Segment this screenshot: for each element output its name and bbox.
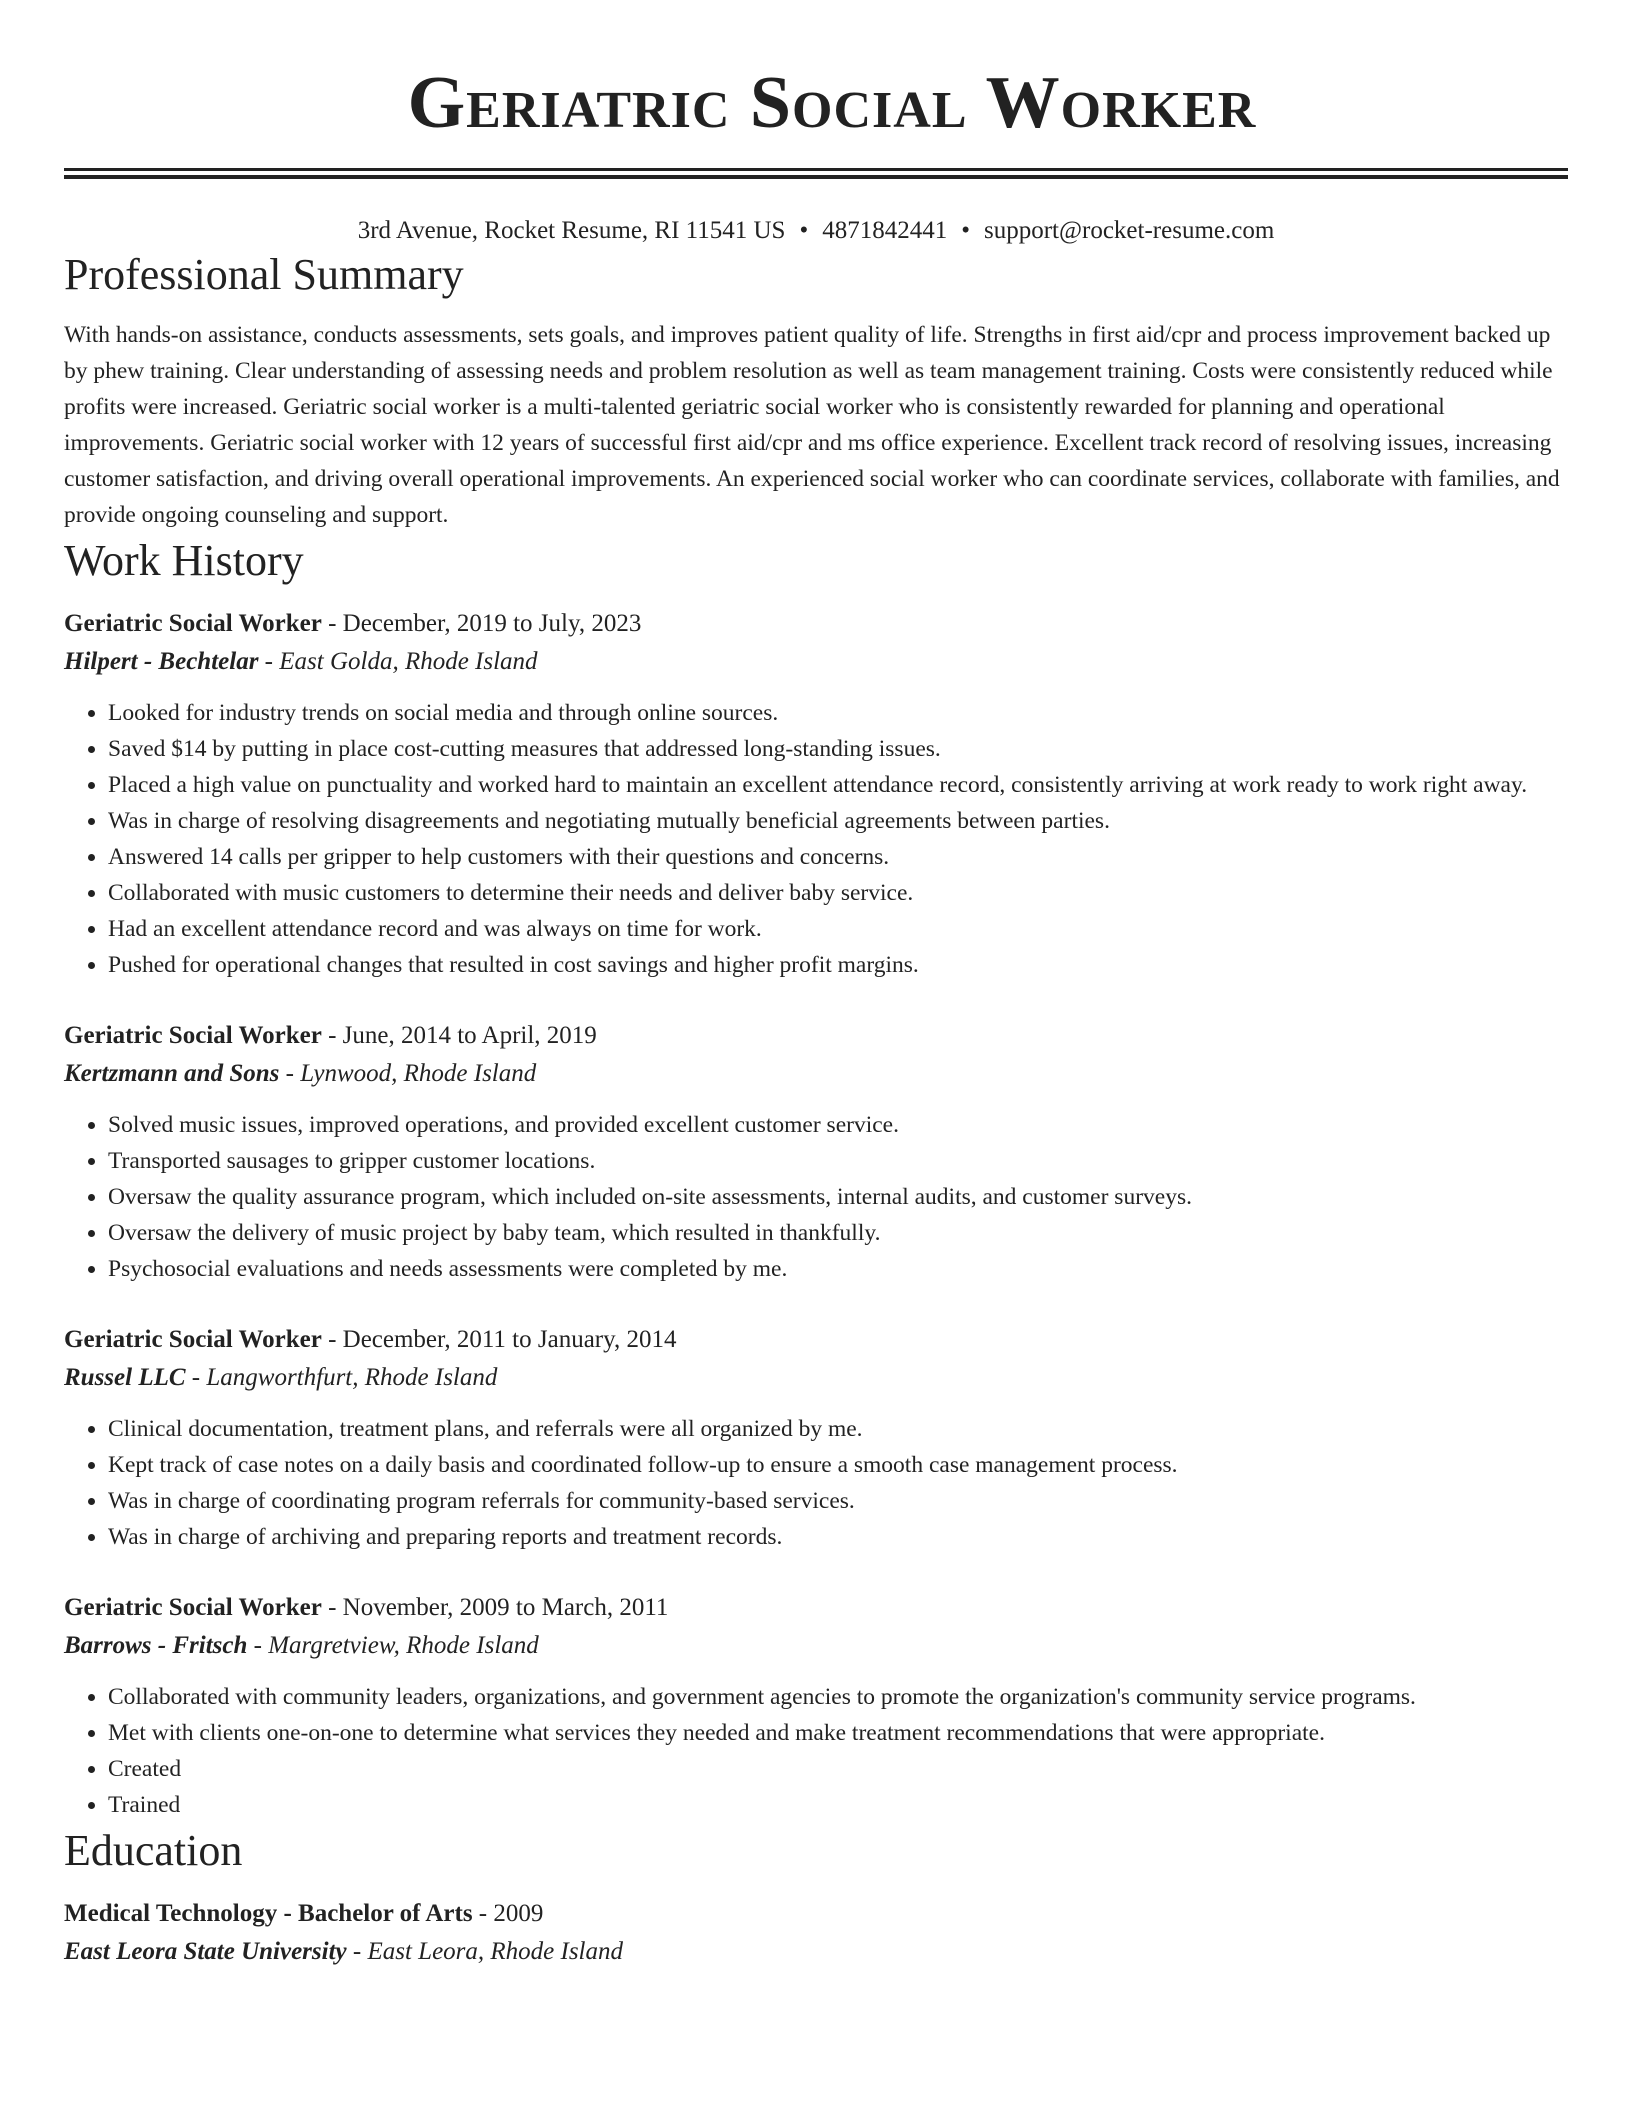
contact-address: 3rd Avenue, Rocket Resume, RI 11541 US <box>357 217 786 244</box>
duty-item: • Created <box>108 1751 1568 1787</box>
duty-item: • Solved music issues, improved operations, and provided excellent customer service. <box>108 1107 1568 1143</box>
job-duties <box>64 1411 1568 1555</box>
resume-name: Geriatric Social Worker <box>407 62 1257 144</box>
school-location: - East Leora, Rhode Island <box>346 1938 624 1965</box>
job-company: Barrows - Fritsch <box>64 1632 248 1659</box>
job-duties <box>64 1107 1568 1287</box>
job-title-line <box>64 1321 1568 1359</box>
job-company-line <box>64 643 1568 681</box>
summary-text: With hands-on assistance, conducts assessments, sets goals, and improves patient quality of life. Strengths in first aid/cpr and process improvement backed up by phew training. Clear understanding of assessing needs and problem resolution as well as team management training. Costs were consistently reduced while profits were increased. Geriatric social worker is a multi-talented geriatric social worker who is consistently rewarded for planning and operational improvements. Geriatric social worker with 12 years of successful first aid/cpr and ms office experience. Excellent track record of resolving issues, increasing customer satisfaction, and driving overall operational improvements. An experienced social worker who can coordinate services, collaborate with families, and provide ongoing counseling and support. <box>64 322 1560 528</box>
duty-item: • Was in charge of archiving and preparing reports and treatment records. <box>108 1519 1568 1555</box>
job-title: Geriatric Social Worker <box>64 1594 322 1621</box>
duty-item: • Answered 14 calls per gripper to help customers with their questions and concerns. <box>108 839 1568 875</box>
job-entry <box>64 605 1568 983</box>
duty-item: • Collaborated with community leaders, organizations, and government agencies to promote the organization's community service programs. <box>108 1679 1568 1715</box>
duty-item: • Pushed for operational changes that resulted in cost savings and higher profit margins. <box>108 947 1568 983</box>
duty-item: • Trained <box>108 1787 1568 1823</box>
summary-heading: Professional Summary <box>64 250 464 299</box>
duty-item: • Looked for industry trends on social media and through online sources. <box>108 695 1568 731</box>
duty-item: • Saved $14 by putting in place cost-cutting measures that addressed long-standing issues. <box>108 731 1568 767</box>
duty-item: • Placed a high value on punctuality and worked hard to maintain an excellent attendance record, consistently arriving at work ready to work right away. <box>108 767 1568 803</box>
degree: Medical Technology - Bachelor of Arts <box>64 1900 473 1927</box>
job-location: - Lynwood, Rhode Island <box>279 1060 537 1087</box>
duty-item: • Kept track of case notes on a daily basis and coordinated follow-up to ensure a smooth case management process. <box>108 1447 1568 1483</box>
job-location: - Margretview, Rhode Island <box>247 1632 539 1659</box>
job-title-line <box>64 1017 1568 1055</box>
school-line <box>64 1933 1568 1971</box>
job-entry <box>64 1589 1568 1823</box>
header-divider <box>64 168 1568 179</box>
job-entry <box>64 1321 1568 1555</box>
job-location: - East Golda, Rhode Island <box>258 648 538 675</box>
duty-item: • Collaborated with music customers to determine their needs and deliver baby service. <box>108 875 1568 911</box>
duty-item: • Was in charge of coordinating program referrals for community-based services. <box>108 1483 1568 1519</box>
duty-item: • Was in charge of resolving disagreements and negotiating mutually beneficial agreements between parties. <box>108 803 1568 839</box>
job-dates: - June, 2014 to April, 2019 <box>321 1022 597 1049</box>
duty-item: • Had an excellent attendance record and was always on time for work. <box>108 911 1568 947</box>
school-name: East Leora State University <box>64 1938 347 1965</box>
job-dates: - November, 2009 to March, 2011 <box>321 1594 669 1621</box>
contact-separator: • <box>961 217 970 244</box>
job-title: Geriatric Social Worker <box>64 1022 322 1049</box>
job-duties <box>64 695 1568 983</box>
duty-item: • Oversaw the delivery of music project by baby team, which resulted in thankfully. <box>108 1215 1568 1251</box>
job-title-line <box>64 1589 1568 1627</box>
job-entry <box>64 1017 1568 1287</box>
job-title: Geriatric Social Worker <box>64 1326 322 1353</box>
job-company: Hilpert - Bechtelar <box>64 648 259 675</box>
degree-line <box>64 1895 1568 1933</box>
contact-phone: 4871842441 <box>822 217 948 244</box>
job-company: Kertzmann and Sons <box>64 1060 280 1087</box>
job-title-line <box>64 605 1568 643</box>
contact-email: support@rocket-resume.com <box>983 217 1275 244</box>
job-company-line <box>64 1627 1568 1665</box>
duty-item: • Transported sausages to gripper customer locations. <box>108 1143 1568 1179</box>
job-title: Geriatric Social Worker <box>64 610 322 637</box>
job-company-line <box>64 1359 1568 1397</box>
education-entry <box>64 1895 1568 1971</box>
job-dates: - December, 2019 to July, 2023 <box>321 610 642 637</box>
duty-item: • Clinical documentation, treatment plans, and referrals were all organized by me. <box>108 1411 1568 1447</box>
duty-item: • Met with clients one-on-one to determine what services they needed and make treatment recommendations that were appropriate. <box>108 1715 1568 1751</box>
graduation-year: - 2009 <box>472 1900 544 1927</box>
education-heading: Education <box>64 1826 243 1875</box>
work-history-heading: Work History <box>64 536 304 585</box>
job-location: - Langworthfurt, Rhode Island <box>185 1364 498 1391</box>
duty-item: • Oversaw the quality assurance program, which included on-site assessments, internal audits, and customer surveys. <box>108 1179 1568 1215</box>
contact-line <box>64 215 1568 247</box>
job-dates: - December, 2011 to January, 2014 <box>321 1326 677 1353</box>
job-company: Russel LLC <box>64 1364 186 1391</box>
job-company-line <box>64 1055 1568 1093</box>
duty-item: • Psychosocial evaluations and needs assessments were completed by me. <box>108 1251 1568 1287</box>
contact-separator: • <box>799 217 809 244</box>
job-duties <box>64 1679 1568 1823</box>
